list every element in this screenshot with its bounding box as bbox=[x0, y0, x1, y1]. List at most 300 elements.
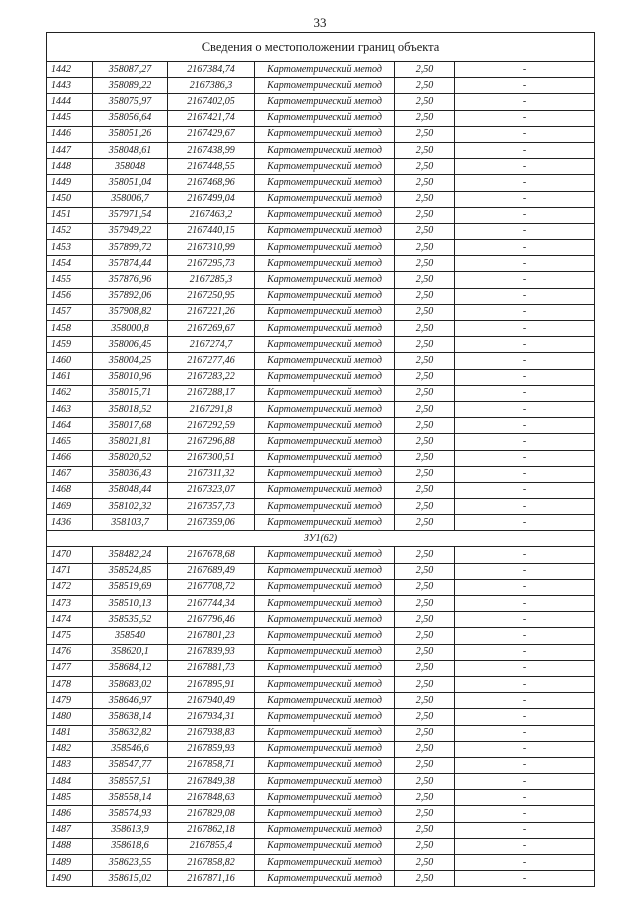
table-row bbox=[47, 450, 595, 466]
method-cell: Картометрический метод bbox=[255, 62, 395, 78]
table-row bbox=[47, 191, 595, 207]
coord-y-cell: 2167438,99 bbox=[168, 142, 255, 158]
description-cell: - bbox=[455, 321, 595, 337]
coord-x-cell: 358557,51 bbox=[93, 774, 168, 790]
section-label: ЗУ1(62) bbox=[47, 531, 595, 547]
coord-y-cell: 2167250,95 bbox=[168, 288, 255, 304]
table-row bbox=[47, 838, 595, 854]
description-cell: - bbox=[455, 450, 595, 466]
coord-x-cell: 358051,26 bbox=[93, 126, 168, 142]
precision-cell: 2,50 bbox=[395, 822, 455, 838]
point-number-cell: 1443 bbox=[47, 78, 93, 94]
coord-x-cell: 358482,24 bbox=[93, 547, 168, 563]
coord-x-cell: 358618,6 bbox=[93, 838, 168, 854]
coord-x-cell: 358574,93 bbox=[93, 806, 168, 822]
coord-y-cell: 2167421,74 bbox=[168, 110, 255, 126]
table-row bbox=[47, 563, 595, 579]
point-number-cell: 1478 bbox=[47, 676, 93, 692]
point-number-cell: 1450 bbox=[47, 191, 93, 207]
precision-cell: 2,50 bbox=[395, 418, 455, 434]
description-cell: - bbox=[455, 806, 595, 822]
precision-cell: 2,50 bbox=[395, 482, 455, 498]
description-cell: - bbox=[455, 159, 595, 175]
precision-cell: 2,50 bbox=[395, 304, 455, 320]
precision-cell: 2,50 bbox=[395, 693, 455, 709]
coord-x-cell: 358547,77 bbox=[93, 757, 168, 773]
description-cell: - bbox=[455, 223, 595, 239]
coord-y-cell: 2167310,99 bbox=[168, 240, 255, 256]
point-number-cell: 1454 bbox=[47, 256, 93, 272]
description-cell: - bbox=[455, 855, 595, 871]
coord-y-cell: 2167849,38 bbox=[168, 774, 255, 790]
precision-cell: 2,50 bbox=[395, 110, 455, 126]
precision-cell: 2,50 bbox=[395, 579, 455, 595]
precision-cell: 2,50 bbox=[395, 369, 455, 385]
precision-cell: 2,50 bbox=[395, 774, 455, 790]
description-cell: - bbox=[455, 126, 595, 142]
coord-y-cell: 2167300,51 bbox=[168, 450, 255, 466]
table-row bbox=[47, 110, 595, 126]
coord-x-cell: 358015,71 bbox=[93, 385, 168, 401]
table-row bbox=[47, 693, 595, 709]
coord-y-cell: 2167689,49 bbox=[168, 563, 255, 579]
description-cell: - bbox=[455, 288, 595, 304]
precision-cell: 2,50 bbox=[395, 676, 455, 692]
precision-cell: 2,50 bbox=[395, 175, 455, 191]
point-number-cell: 1464 bbox=[47, 418, 93, 434]
coord-y-cell: 2167940,49 bbox=[168, 693, 255, 709]
point-number-cell: 1444 bbox=[47, 94, 93, 110]
table-row bbox=[47, 725, 595, 741]
coord-x-cell: 358646,97 bbox=[93, 693, 168, 709]
coord-y-cell: 2167938,83 bbox=[168, 725, 255, 741]
method-cell: Картометрический метод bbox=[255, 337, 395, 353]
coord-y-cell: 2167801,23 bbox=[168, 628, 255, 644]
precision-cell: 2,50 bbox=[395, 806, 455, 822]
table-row bbox=[47, 709, 595, 725]
point-number-cell: 1482 bbox=[47, 741, 93, 757]
coord-y-cell: 2167881,73 bbox=[168, 660, 255, 676]
coord-x-cell: 357971,54 bbox=[93, 207, 168, 223]
table-row bbox=[47, 482, 595, 498]
point-number-cell: 1448 bbox=[47, 159, 93, 175]
method-cell: Картометрический метод bbox=[255, 612, 395, 628]
table-row bbox=[47, 223, 595, 239]
coord-x-cell: 358017,68 bbox=[93, 418, 168, 434]
table-row bbox=[47, 660, 595, 676]
coord-x-cell: 358620,1 bbox=[93, 644, 168, 660]
table-row bbox=[47, 207, 595, 223]
method-cell: Картометрический метод bbox=[255, 191, 395, 207]
description-cell: - bbox=[455, 612, 595, 628]
method-cell: Картометрический метод bbox=[255, 175, 395, 191]
point-number-cell: 1472 bbox=[47, 579, 93, 595]
description-cell: - bbox=[455, 385, 595, 401]
precision-cell: 2,50 bbox=[395, 401, 455, 417]
method-cell: Картометрический метод bbox=[255, 434, 395, 450]
coord-y-cell: 2167463,2 bbox=[168, 207, 255, 223]
coord-y-cell: 2167292,59 bbox=[168, 418, 255, 434]
coord-y-cell: 2167468,96 bbox=[168, 175, 255, 191]
coord-y-cell: 2167858,82 bbox=[168, 855, 255, 871]
coord-x-cell: 358075,97 bbox=[93, 94, 168, 110]
description-cell: - bbox=[455, 838, 595, 854]
method-cell: Картометрический метод bbox=[255, 790, 395, 806]
coord-x-cell: 357892,06 bbox=[93, 288, 168, 304]
description-cell: - bbox=[455, 757, 595, 773]
description-cell: - bbox=[455, 741, 595, 757]
point-number-cell: 1449 bbox=[47, 175, 93, 191]
coord-x-cell: 358510,13 bbox=[93, 596, 168, 612]
description-cell: - bbox=[455, 579, 595, 595]
coord-y-cell: 2167499,04 bbox=[168, 191, 255, 207]
coord-y-cell: 2167384,74 bbox=[168, 62, 255, 78]
point-number-cell: 1486 bbox=[47, 806, 93, 822]
method-cell: Картометрический метод bbox=[255, 256, 395, 272]
table-row bbox=[47, 159, 595, 175]
description-cell: - bbox=[455, 401, 595, 417]
method-cell: Картометрический метод bbox=[255, 369, 395, 385]
precision-cell: 2,50 bbox=[395, 62, 455, 78]
method-cell: Картометрический метод bbox=[255, 855, 395, 871]
point-number-cell: 1483 bbox=[47, 757, 93, 773]
method-cell: Картометрический метод bbox=[255, 418, 395, 434]
point-number-cell: 1460 bbox=[47, 353, 93, 369]
method-cell: Картометрический метод bbox=[255, 240, 395, 256]
method-cell: Картометрический метод bbox=[255, 515, 395, 531]
method-cell: Картометрический метод bbox=[255, 207, 395, 223]
precision-cell: 2,50 bbox=[395, 612, 455, 628]
point-number-cell: 1467 bbox=[47, 466, 93, 482]
description-cell: - bbox=[455, 369, 595, 385]
point-number-cell: 1446 bbox=[47, 126, 93, 142]
coord-x-cell: 358056,64 bbox=[93, 110, 168, 126]
coord-x-cell: 358018,52 bbox=[93, 401, 168, 417]
description-cell: - bbox=[455, 563, 595, 579]
coord-y-cell: 2167859,93 bbox=[168, 741, 255, 757]
precision-cell: 2,50 bbox=[395, 596, 455, 612]
method-cell: Картометрический метод bbox=[255, 838, 395, 854]
method-cell: Картометрический метод bbox=[255, 159, 395, 175]
precision-cell: 2,50 bbox=[395, 256, 455, 272]
point-number-cell: 1476 bbox=[47, 644, 93, 660]
precision-cell: 2,50 bbox=[395, 159, 455, 175]
coord-y-cell: 2167448,55 bbox=[168, 159, 255, 175]
table-row bbox=[47, 288, 595, 304]
precision-cell: 2,50 bbox=[395, 207, 455, 223]
coord-x-cell: 358020,52 bbox=[93, 450, 168, 466]
precision-cell: 2,50 bbox=[395, 353, 455, 369]
precision-cell: 2,50 bbox=[395, 628, 455, 644]
table-row bbox=[47, 515, 595, 531]
precision-cell: 2,50 bbox=[395, 385, 455, 401]
table-row bbox=[47, 256, 595, 272]
coord-y-cell: 2167277,46 bbox=[168, 353, 255, 369]
description-cell: - bbox=[455, 337, 595, 353]
description-cell: - bbox=[455, 78, 595, 94]
precision-cell: 2,50 bbox=[395, 337, 455, 353]
table-row bbox=[47, 142, 595, 158]
coord-x-cell: 357908,82 bbox=[93, 304, 168, 320]
description-cell: - bbox=[455, 596, 595, 612]
precision-cell: 2,50 bbox=[395, 838, 455, 854]
coord-x-cell: 358615,02 bbox=[93, 871, 168, 887]
precision-cell: 2,50 bbox=[395, 466, 455, 482]
table-row bbox=[47, 385, 595, 401]
description-cell: - bbox=[455, 191, 595, 207]
coord-x-cell: 358051,04 bbox=[93, 175, 168, 191]
table-row bbox=[47, 78, 595, 94]
coord-x-cell: 358519,69 bbox=[93, 579, 168, 595]
table-body bbox=[47, 33, 595, 887]
precision-cell: 2,50 bbox=[395, 709, 455, 725]
coord-x-cell: 358048 bbox=[93, 159, 168, 175]
table-row bbox=[47, 676, 595, 692]
description-cell: - bbox=[455, 499, 595, 515]
method-cell: Картометрический метод bbox=[255, 579, 395, 595]
description-cell: - bbox=[455, 175, 595, 191]
method-cell: Картометрический метод bbox=[255, 757, 395, 773]
precision-cell: 2,50 bbox=[395, 223, 455, 239]
table-row bbox=[47, 822, 595, 838]
method-cell: Картометрический метод bbox=[255, 563, 395, 579]
table-row bbox=[47, 401, 595, 417]
point-number-cell: 1469 bbox=[47, 499, 93, 515]
point-number-cell: 1462 bbox=[47, 385, 93, 401]
method-cell: Картометрический метод bbox=[255, 288, 395, 304]
description-cell: - bbox=[455, 774, 595, 790]
coord-y-cell: 2167402,05 bbox=[168, 94, 255, 110]
point-number-cell: 1455 bbox=[47, 272, 93, 288]
point-number-cell: 1465 bbox=[47, 434, 93, 450]
coord-y-cell: 2167895,91 bbox=[168, 676, 255, 692]
boundary-coordinates-table bbox=[46, 32, 595, 887]
coord-x-cell: 357876,96 bbox=[93, 272, 168, 288]
coord-x-cell: 358010,96 bbox=[93, 369, 168, 385]
table-row bbox=[47, 806, 595, 822]
point-number-cell: 1458 bbox=[47, 321, 93, 337]
precision-cell: 2,50 bbox=[395, 563, 455, 579]
table-row bbox=[47, 499, 595, 515]
description-cell: - bbox=[455, 418, 595, 434]
point-number-cell: 1471 bbox=[47, 563, 93, 579]
method-cell: Картометрический метод bbox=[255, 628, 395, 644]
method-cell: Картометрический метод bbox=[255, 693, 395, 709]
table-row bbox=[47, 579, 595, 595]
method-cell: Картометрический метод bbox=[255, 774, 395, 790]
method-cell: Картометрический метод bbox=[255, 304, 395, 320]
coord-x-cell: 358036,43 bbox=[93, 466, 168, 482]
table-row bbox=[47, 790, 595, 806]
description-cell: - bbox=[455, 547, 595, 563]
precision-cell: 2,50 bbox=[395, 499, 455, 515]
point-number-cell: 1442 bbox=[47, 62, 93, 78]
method-cell: Картометрический метод bbox=[255, 142, 395, 158]
page-number: 33 bbox=[313, 15, 327, 30]
point-number-cell: 1473 bbox=[47, 596, 93, 612]
table-row bbox=[47, 547, 595, 563]
point-number-cell: 1466 bbox=[47, 450, 93, 466]
description-cell: - bbox=[455, 628, 595, 644]
description-cell: - bbox=[455, 822, 595, 838]
description-cell: - bbox=[455, 725, 595, 741]
description-cell: - bbox=[455, 353, 595, 369]
method-cell: Картометрический метод bbox=[255, 871, 395, 887]
description-cell: - bbox=[455, 240, 595, 256]
point-number-cell: 1470 bbox=[47, 547, 93, 563]
point-number-cell: 1456 bbox=[47, 288, 93, 304]
method-cell: Картометрический метод bbox=[255, 482, 395, 498]
method-cell: Картометрический метод bbox=[255, 547, 395, 563]
coord-y-cell: 2167386,3 bbox=[168, 78, 255, 94]
section-row bbox=[47, 531, 595, 547]
method-cell: Картометрический метод bbox=[255, 272, 395, 288]
method-cell: Картометрический метод bbox=[255, 822, 395, 838]
coord-y-cell: 2167934,31 bbox=[168, 709, 255, 725]
method-cell: Картометрический метод bbox=[255, 644, 395, 660]
point-number-cell: 1451 bbox=[47, 207, 93, 223]
coord-y-cell: 2167708,72 bbox=[168, 579, 255, 595]
precision-cell: 2,50 bbox=[395, 790, 455, 806]
description-cell: - bbox=[455, 660, 595, 676]
description-cell: - bbox=[455, 676, 595, 692]
coord-x-cell: 358535,52 bbox=[93, 612, 168, 628]
method-cell: Картометрический метод bbox=[255, 110, 395, 126]
precision-cell: 2,50 bbox=[395, 757, 455, 773]
description-cell: - bbox=[455, 482, 595, 498]
table-row bbox=[47, 240, 595, 256]
table-row bbox=[47, 175, 595, 191]
coord-y-cell: 2167855,4 bbox=[168, 838, 255, 854]
coord-x-cell: 358048,61 bbox=[93, 142, 168, 158]
point-number-cell: 1484 bbox=[47, 774, 93, 790]
coord-y-cell: 2167288,17 bbox=[168, 385, 255, 401]
coord-y-cell: 2167871,16 bbox=[168, 871, 255, 887]
description-cell: - bbox=[455, 466, 595, 482]
coord-x-cell: 357874,44 bbox=[93, 256, 168, 272]
coord-x-cell: 358006,45 bbox=[93, 337, 168, 353]
coord-x-cell: 358638,14 bbox=[93, 709, 168, 725]
coord-y-cell: 2167359,06 bbox=[168, 515, 255, 531]
table-title-row bbox=[47, 33, 595, 62]
point-number-cell: 1452 bbox=[47, 223, 93, 239]
coord-y-cell: 2167285,3 bbox=[168, 272, 255, 288]
coord-y-cell: 2167744,34 bbox=[168, 596, 255, 612]
table-row bbox=[47, 321, 595, 337]
coord-x-cell: 358103,7 bbox=[93, 515, 168, 531]
coord-x-cell: 358102,32 bbox=[93, 499, 168, 515]
coord-x-cell: 358558,14 bbox=[93, 790, 168, 806]
description-cell: - bbox=[455, 709, 595, 725]
coord-y-cell: 2167269,67 bbox=[168, 321, 255, 337]
table-row bbox=[47, 62, 595, 78]
precision-cell: 2,50 bbox=[395, 547, 455, 563]
coord-x-cell: 358004,25 bbox=[93, 353, 168, 369]
method-cell: Картометрический метод bbox=[255, 385, 395, 401]
point-number-cell: 1490 bbox=[47, 871, 93, 887]
description-cell: - bbox=[455, 790, 595, 806]
coord-y-cell: 2167291,8 bbox=[168, 401, 255, 417]
table-row bbox=[47, 466, 595, 482]
coord-x-cell: 358540 bbox=[93, 628, 168, 644]
point-number-cell: 1447 bbox=[47, 142, 93, 158]
coord-x-cell: 358087,27 bbox=[93, 62, 168, 78]
coord-y-cell: 2167311,32 bbox=[168, 466, 255, 482]
description-cell: - bbox=[455, 110, 595, 126]
method-cell: Картометрический метод bbox=[255, 401, 395, 417]
table-row bbox=[47, 612, 595, 628]
coord-x-cell: 358524,85 bbox=[93, 563, 168, 579]
method-cell: Картометрический метод bbox=[255, 223, 395, 239]
precision-cell: 2,50 bbox=[395, 126, 455, 142]
table-row bbox=[47, 757, 595, 773]
point-number-cell: 1457 bbox=[47, 304, 93, 320]
precision-cell: 2,50 bbox=[395, 272, 455, 288]
coord-y-cell: 2167274,7 bbox=[168, 337, 255, 353]
point-number-cell: 1489 bbox=[47, 855, 93, 871]
precision-cell: 2,50 bbox=[395, 450, 455, 466]
description-cell: - bbox=[455, 871, 595, 887]
table-row bbox=[47, 337, 595, 353]
point-number-cell: 1463 bbox=[47, 401, 93, 417]
precision-cell: 2,50 bbox=[395, 660, 455, 676]
point-number-cell: 1477 bbox=[47, 660, 93, 676]
description-cell: - bbox=[455, 94, 595, 110]
table-row bbox=[47, 644, 595, 660]
precision-cell: 2,50 bbox=[395, 855, 455, 871]
point-number-cell: 1487 bbox=[47, 822, 93, 838]
description-cell: - bbox=[455, 142, 595, 158]
point-number-cell: 1461 bbox=[47, 369, 93, 385]
method-cell: Картометрический метод bbox=[255, 353, 395, 369]
precision-cell: 2,50 bbox=[395, 434, 455, 450]
table-row bbox=[47, 304, 595, 320]
coord-y-cell: 2167283,22 bbox=[168, 369, 255, 385]
precision-cell: 2,50 bbox=[395, 741, 455, 757]
point-number-cell: 1475 bbox=[47, 628, 93, 644]
coord-y-cell: 2167858,71 bbox=[168, 757, 255, 773]
method-cell: Картометрический метод bbox=[255, 725, 395, 741]
coord-y-cell: 2167848,63 bbox=[168, 790, 255, 806]
coord-x-cell: 358623,55 bbox=[93, 855, 168, 871]
coord-x-cell: 358683,02 bbox=[93, 676, 168, 692]
coord-y-cell: 2167829,08 bbox=[168, 806, 255, 822]
method-cell: Картометрический метод bbox=[255, 741, 395, 757]
table-row bbox=[47, 871, 595, 887]
coord-y-cell: 2167323,07 bbox=[168, 482, 255, 498]
precision-cell: 2,50 bbox=[395, 644, 455, 660]
precision-cell: 2,50 bbox=[395, 94, 455, 110]
table-row bbox=[47, 94, 595, 110]
precision-cell: 2,50 bbox=[395, 288, 455, 304]
coord-x-cell: 358632,82 bbox=[93, 725, 168, 741]
method-cell: Картометрический метод bbox=[255, 466, 395, 482]
description-cell: - bbox=[455, 515, 595, 531]
point-number-cell: 1453 bbox=[47, 240, 93, 256]
point-number-cell: 1485 bbox=[47, 790, 93, 806]
method-cell: Картометрический метод bbox=[255, 676, 395, 692]
table-row bbox=[47, 272, 595, 288]
method-cell: Картометрический метод bbox=[255, 596, 395, 612]
coord-x-cell: 358613,9 bbox=[93, 822, 168, 838]
coord-y-cell: 2167796,46 bbox=[168, 612, 255, 628]
method-cell: Картометрический метод bbox=[255, 321, 395, 337]
coord-x-cell: 358546,6 bbox=[93, 741, 168, 757]
precision-cell: 2,50 bbox=[395, 240, 455, 256]
coord-y-cell: 2167221,26 bbox=[168, 304, 255, 320]
description-cell: - bbox=[455, 256, 595, 272]
coord-y-cell: 2167678,68 bbox=[168, 547, 255, 563]
